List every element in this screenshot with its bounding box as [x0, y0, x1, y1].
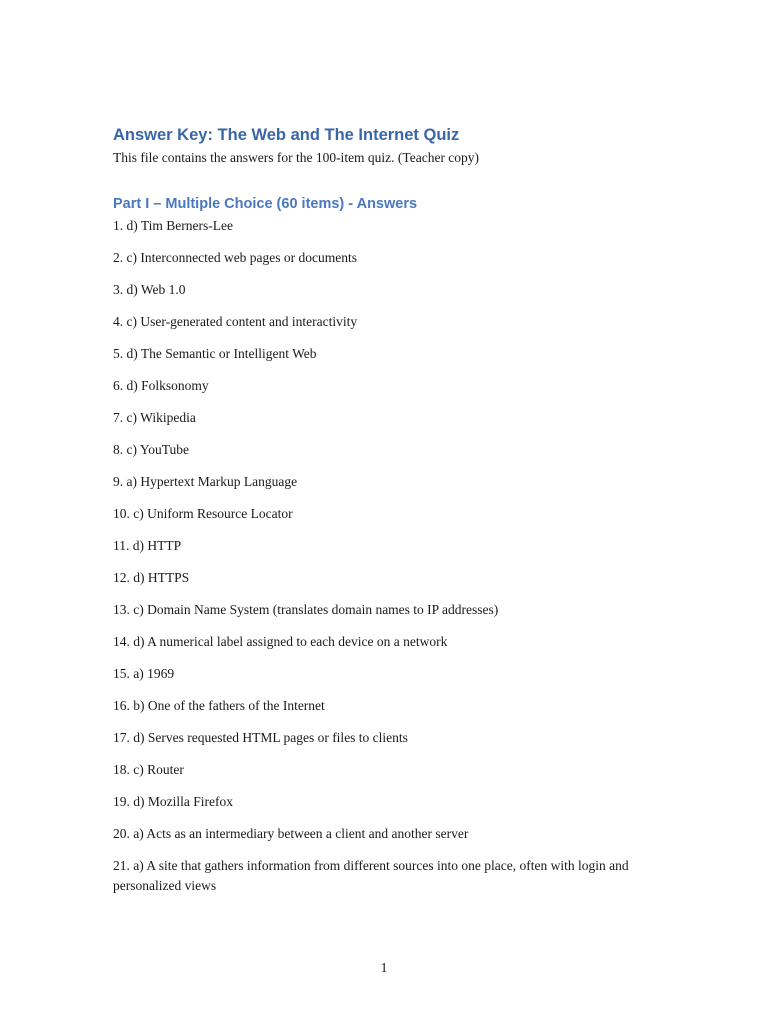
document-content	[113, 124, 658, 908]
page-number: 1	[380, 960, 388, 975]
answer-item: 7. c) Wikipedia	[113, 410, 196, 425]
answer-item: 14. d) A numerical label assigned to each device on a network	[113, 634, 448, 649]
answer-item: 21. a) A site that gathers information from different sources into one place, often with login and personalized views	[113, 858, 629, 893]
document-subtitle: This file contains the answers for the 100-item quiz. (Teacher copy)	[113, 150, 480, 165]
answer-item: 15. a) 1969	[113, 666, 175, 681]
answer-item: 11. d) HTTP	[113, 538, 182, 553]
answer-item: 12. d) HTTPS	[113, 570, 190, 585]
answer-item: 1. d) Tim Berners-Lee	[113, 218, 233, 233]
answer-item: 8. c) YouTube	[113, 442, 190, 457]
answer-item: 13. c) Domain Name System (translates domain names to IP addresses)	[113, 602, 499, 617]
section-heading: Part I – Multiple Choice (60 items) - Answers	[113, 196, 418, 212]
answer-item: 18. c) Router	[113, 762, 184, 777]
answer-item: 17. d) Serves requested HTML pages or files to clients	[113, 730, 408, 745]
answer-list	[113, 216, 658, 896]
answer-item: 16. b) One of the fathers of the Internet	[113, 698, 325, 713]
answer-item: 9. a) Hypertext Markup Language	[113, 474, 298, 489]
answer-item: 3. d) Web 1.0	[113, 282, 186, 297]
answer-item: 20. a) Acts as an intermediary between a client and another server	[113, 826, 469, 841]
answer-item: 2. c) Interconnected web pages or documents	[113, 250, 358, 265]
answer-item: 4. c) User-generated content and interactivity	[113, 314, 358, 329]
answer-item: 19. d) Mozilla Firefox	[113, 794, 233, 809]
document-title: Answer Key: The Web and The Internet Quiz	[113, 126, 460, 144]
answer-item: 10. c) Uniform Resource Locator	[113, 506, 293, 521]
answer-item: 5. d) The Semantic or Intelligent Web	[113, 346, 317, 361]
answer-item: 6. d) Folksonomy	[113, 378, 209, 393]
